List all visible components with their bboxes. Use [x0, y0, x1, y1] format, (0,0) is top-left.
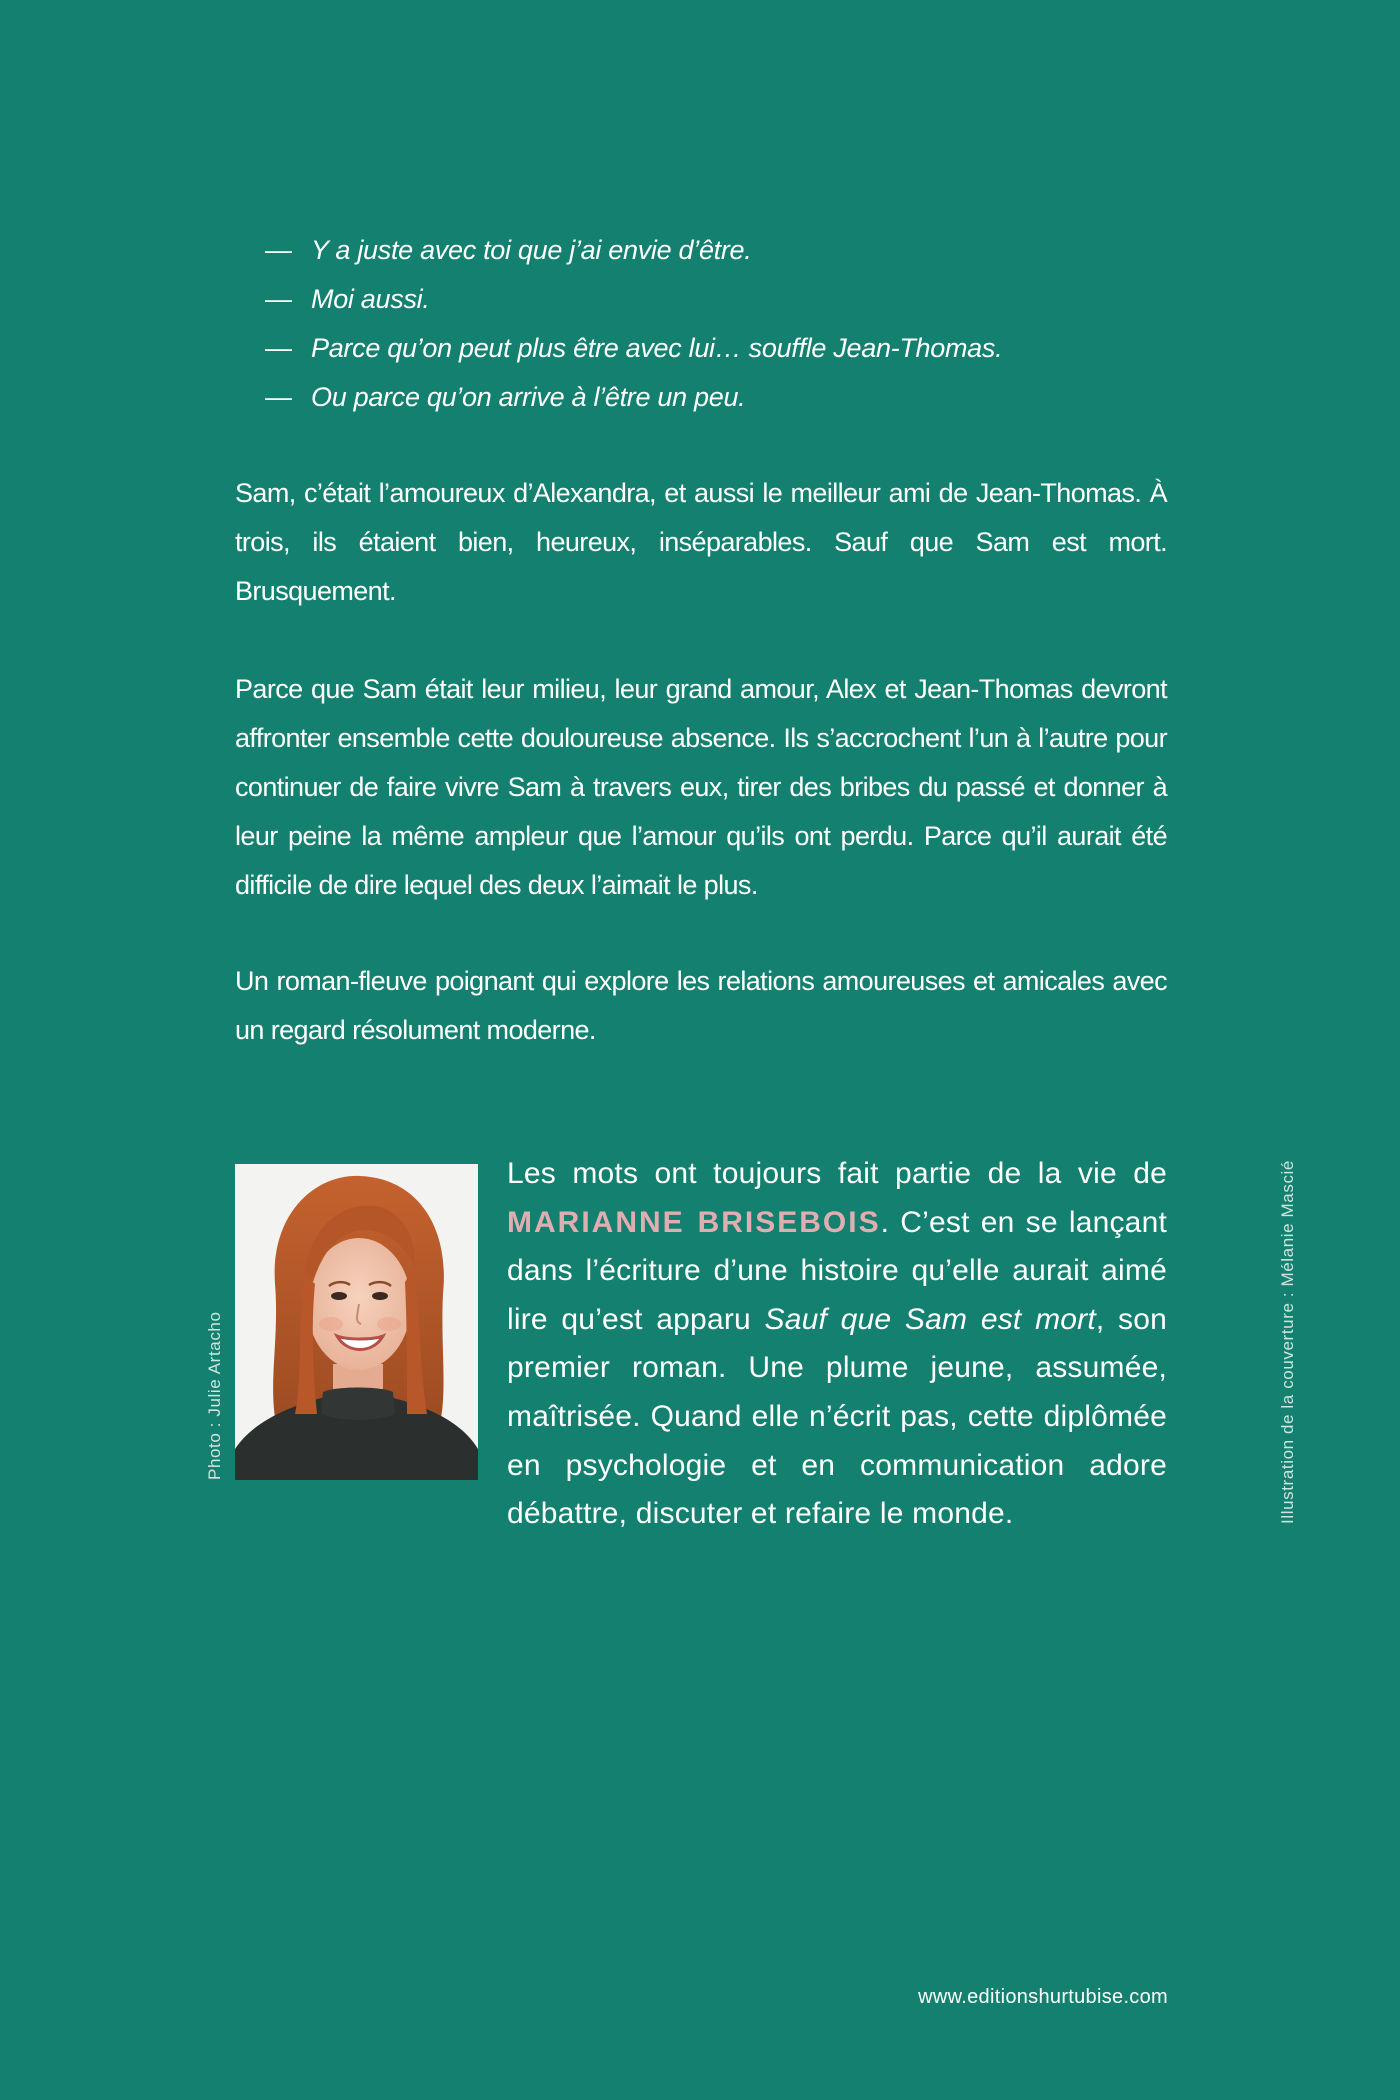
- dialogue-text: Parce qu’on peut plus être avec lui… souffle Jean-Thomas.: [311, 333, 1003, 363]
- dialogue-line: [265, 275, 1165, 324]
- bio-part-3: , son premier roman. Une plume jeune, assumée, maîtrisée. Quand elle n’écrit pas, cette diplômée en psychologie et en communication adore débattre, discuter et refaire le monde.: [507, 1302, 1167, 1531]
- dialogue-dash: —: [265, 382, 292, 412]
- dialogue-line: [265, 373, 1165, 422]
- book-title: Sauf que Sam est mort: [764, 1302, 1096, 1336]
- bio-part-2: . C’est en se lançant dans l’écriture d’une histoire qu’elle aurait aimé lire qu’est apparu: [507, 1205, 1167, 1336]
- dialogue-dash: —: [265, 235, 292, 265]
- dialogue-text: Moi aussi.: [311, 284, 430, 314]
- dialogue-text: Y a juste avec toi que j’ai envie d’être.: [311, 235, 752, 265]
- dialogue-dash: —: [265, 333, 292, 363]
- author-bio: [507, 1150, 1167, 1539]
- synopsis-paragraph-1: Sam, c’était l’amoureux d’Alexandra, et aussi le meilleur ami de Jean-Thomas. À trois, ils étaient bien, heureux, inséparables. Sauf que Sam est mort. Brusquement.: [235, 478, 1167, 606]
- author-photo: [235, 1164, 478, 1480]
- publisher-website: www.editionshurtubise.com: [918, 1986, 1168, 2008]
- author-portrait-illustration: [235, 1164, 478, 1480]
- dialogue-excerpt: [265, 226, 1165, 422]
- photo-credit: Photo : Julie Artacho: [205, 1311, 224, 1480]
- synopsis-paragraph-2: Parce que Sam était leur milieu, leur grand amour, Alex et Jean-Thomas devront affronter ensemble cette douloureuse absence. Ils s’accrochent l’un à l’autre pour continuer de faire vivre Sam à travers eux, tirer des bribes du passé et donner à leur peine la même ampleur que l’amour qu’ils ont perdu. Parce qu’il aurait été difficile de dire lequel des deux l’aimait le plus.: [235, 674, 1167, 900]
- dialogue-text: Ou parce qu’on arrive à l’être un peu.: [311, 382, 746, 412]
- dialogue-dash: —: [265, 284, 292, 314]
- tagline-paragraph: Un roman-fleuve poignant qui explore les relations amoureuses et amicales avec un regard résolument moderne.: [235, 966, 1167, 1045]
- bio-intro: Les mots ont toujours fait partie de la vie de: [507, 1157, 1167, 1190]
- illustration-credit: Illustration de la couverture : Mélanie Mascié: [1278, 1160, 1297, 1524]
- dialogue-line: [265, 324, 1165, 373]
- author-name: MARIANNE BRISEBOIS: [507, 1205, 881, 1239]
- dialogue-line: [265, 226, 1165, 275]
